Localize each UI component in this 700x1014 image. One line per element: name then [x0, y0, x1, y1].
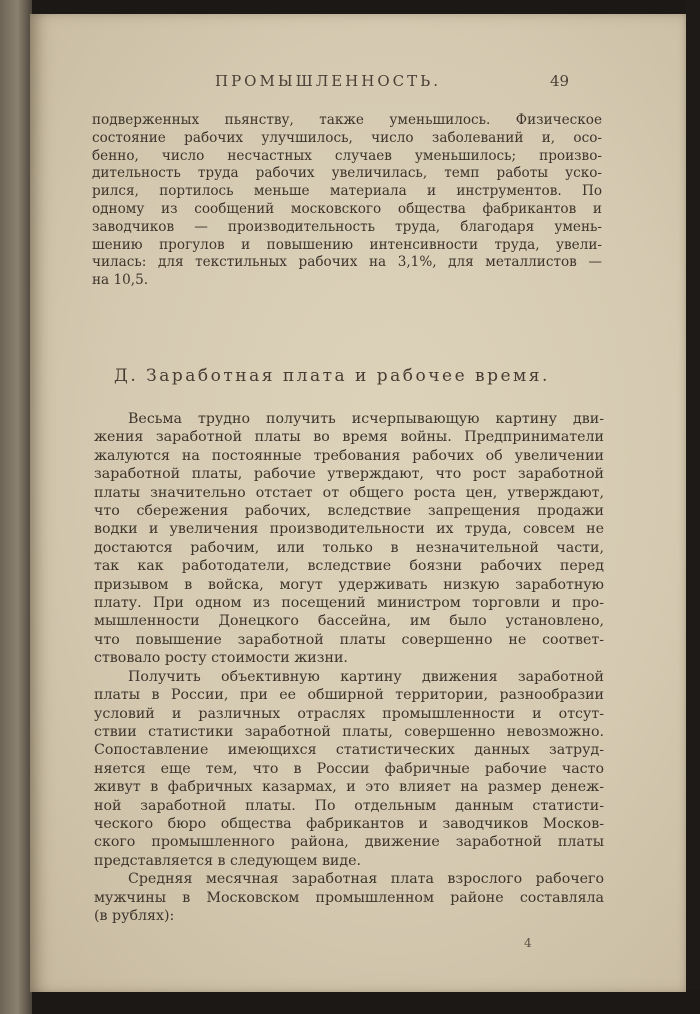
- text-line: так как работодатели, вследствие боязни рабочих перед: [94, 558, 604, 575]
- top-paragraph: [92, 112, 602, 290]
- text-line: ческого бюро общества фабрикантов и заводчиков Москов-: [94, 815, 604, 832]
- text-line: плату. При одном из посещений министром торговли и про-: [94, 595, 604, 612]
- text-line: ной заработной платы. По отдельным данным статисти-: [94, 797, 604, 814]
- text-line: платы значительно отстает от общего роста цен, утверждают,: [94, 484, 604, 501]
- paragraph-1: [94, 410, 604, 668]
- text-line: водки и увеличения производительности их труда, совсем не: [94, 521, 604, 538]
- text-line: рился, портилось меньше материала и инструментов. По: [92, 183, 602, 200]
- paragraph-2: [94, 668, 604, 870]
- text-line: на 10,5.: [92, 272, 149, 289]
- text-line: состояние рабочих улучшилось, число заболеваний и, осо-: [92, 129, 602, 146]
- text-line: заводчиков — производительность труда, благодаря умень-: [92, 218, 602, 235]
- text-line: мышленности Донецкого бассейна, им было установлено,: [94, 613, 604, 630]
- text-line: бенно, число несчастных случаев уменьшилось; произво-: [92, 147, 602, 164]
- text-line: призывом в войска, могут удерживать низкую заработную: [94, 576, 604, 593]
- section-heading: Д. Заработная плата и рабочее время.: [114, 366, 550, 386]
- text-line: подверженных пьянству, также уменьшилось. Физическое: [92, 112, 602, 128]
- text-line: условий и различных отраслях промышленности и отсут-: [94, 705, 604, 722]
- text-line: Получить объективную картину движения заработной: [128, 668, 604, 685]
- text-line: Весьма трудно получить исчерпывающую картину дви-: [128, 411, 604, 427]
- text-line: ствии статистики заработной платы, совершенно невозможно.: [94, 723, 604, 740]
- book-page: [30, 14, 686, 992]
- text-line: представляется в следующем виде.: [94, 852, 362, 869]
- page-number: 49: [550, 72, 570, 90]
- text-line: Сопоставление имеющихся статистических данных затруд-: [94, 742, 604, 759]
- text-line: платы в России, при ее обширной территории, разнообразии: [94, 687, 604, 704]
- text-line: (в рублях):: [94, 907, 175, 924]
- text-line: жалуются на постоянные требования рабочих об увеличении: [94, 447, 604, 464]
- text-line: ствовало росту стоимости жизни.: [94, 650, 348, 667]
- signature-mark: 4: [524, 936, 532, 950]
- text-line: мужчины в Московском промышленном районе составляла: [94, 889, 604, 906]
- right-background-strip: [686, 0, 700, 1014]
- text-line: дительность труда рабочих увеличилась, темп работы уско-: [92, 165, 602, 182]
- text-line: ского промышленного района, движение заработной платы: [94, 834, 604, 851]
- text-line: няется еще тем, что в России фабричные рабочие часто: [94, 760, 604, 777]
- text-line: что повышение заработной платы совершенно не соответ-: [94, 631, 604, 648]
- paragraph-3: [94, 870, 604, 925]
- left-page-edge: [0, 0, 32, 1014]
- text-line: шению прогулов и повышению интенсивности труда, увели-: [92, 236, 602, 253]
- text-line: достаются рабочим, или только в незначительной части,: [94, 539, 604, 556]
- text-line: жения заработной платы во время войны. Предприниматели: [94, 429, 604, 446]
- body-text: [94, 410, 604, 925]
- running-title: ПРОМЫШЛЕННОСТЬ.: [215, 72, 441, 90]
- text-line: чилась: для текстильных рабочих на 3,1%, для металлистов —: [92, 254, 602, 271]
- text-line: заработной платы, рабочие утверждают, что рост заработной: [94, 466, 604, 483]
- text-line: одному из сообщений московского общества фабрикантов и: [92, 200, 602, 217]
- text-line: живут в фабричных казармах, и это влияет на размер денеж-: [94, 779, 604, 796]
- bottom-background-strip: [32, 990, 700, 1014]
- text-line: Средняя месячная заработная плата взрослого рабочего: [128, 871, 604, 888]
- text-line: что сбережения рабочих, вследствие запрещения продажи: [94, 503, 604, 520]
